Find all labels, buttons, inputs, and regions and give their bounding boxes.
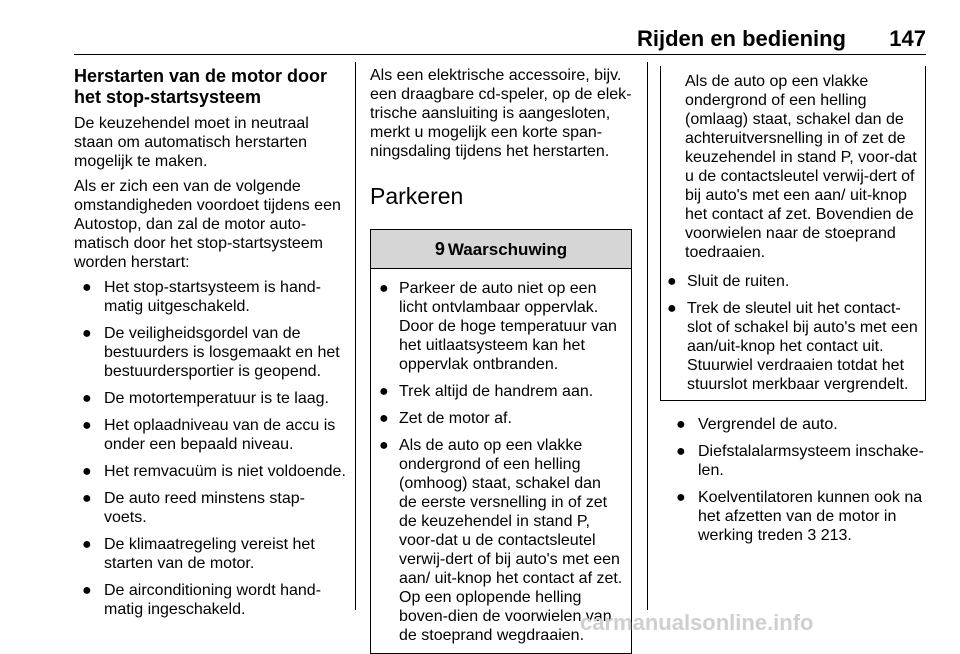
bullet-icon: ● [667, 273, 677, 290]
bullet-icon: ● [379, 280, 389, 297]
list-item: ● De airconditioning wordt hand-matig ingeschakeld. [82, 582, 322, 618]
warning-list [667, 272, 919, 394]
bullet-icon: ● [82, 582, 92, 599]
paragraph: De keuzehendel moet in neutraal staan om automatisch herstarten mogelijk te maken. [74, 115, 309, 170]
bullet-icon: ● [667, 300, 677, 317]
list-item: ● De motortemperatuur is te laag. [82, 390, 329, 407]
page-number: 147 [889, 26, 926, 51]
page-header [74, 18, 926, 55]
bullet-icon: ● [82, 279, 92, 296]
list-item: ● Parkeer de auto niet op een licht ontvlambaar oppervlak. Door de hoge temperatuur van het uitlaatsysteem kan het oppervlak ontbranden. [379, 280, 617, 373]
bullet-icon: ● [82, 463, 92, 480]
paragraph: Als de auto op een vlakke ondergrond of een helling (omlaag) staat, schakel dan de achteruitversnelling in of zet de keuzehendel in stand P, voor-dat u de contactsleutel verwij-dert of bij auto's met een aan/ uit-knop het contact af zet. Bovendien de voorwielen naar de stoeprand toedraaien. [685, 73, 917, 261]
bullet-icon: ● [379, 383, 389, 400]
bullet-icon: ● [676, 489, 686, 506]
list-item: ● Het remvacuüm is niet voldoende. [82, 463, 346, 480]
list-item: ● Het oplaadniveau van de accu is onder een bepaald niveau. [82, 417, 336, 453]
bullet-icon: ● [379, 410, 389, 427]
list-item: ● Als de auto op een vlakke ondergrond of een helling (omhoog) staat, schakel dan de eerste versnelling in of zet de keuzehendel in stand P, voor-dat u de contactsleutel verwij-dert of bij auto's met een aan/ uit-knop het contact af zet. Op een oplopende helling boven-dien de voorwielen van de stoeprand wegdraaien. [379, 437, 623, 644]
bullet-icon: ● [676, 416, 686, 433]
warning-title: Waarschuwing [447, 240, 568, 259]
bullet-icon: ● [676, 443, 686, 460]
list-item: ● De klimaatregeling vereist het starten van de motor. [82, 536, 315, 572]
list-item: ● Het stop-startsysteem is hand-matig uitgeschakeld. [82, 279, 321, 315]
condition-list [74, 278, 346, 619]
warning-box-continued [660, 66, 926, 401]
list-item: ● Trek de sleutel uit het contact-slot of schakel bij auto's met een aan/uit-knop het contact uit. Stuurwiel verdraaien totdat het stuurslot merkbaar vergrendelt. [667, 300, 918, 393]
list-item: ● Sluit de ruiten. [667, 273, 790, 290]
column-divider [355, 62, 356, 610]
paragraph: Als een elektrische accessoire, bijv. een draagbare cd-speler, op de elek-trische aansluiting is aangesloten, merkt u mogelijk een korte span-ningsdaling tijdens het herstarten. [370, 67, 632, 160]
parking-list [668, 415, 926, 545]
bullet-icon: ● [82, 536, 92, 553]
section-heading: Parkeren [370, 183, 464, 209]
warning-header [371, 230, 631, 269]
bullet-icon: ● [82, 490, 92, 507]
column-1 [74, 66, 346, 627]
bullet-icon: ● [82, 417, 92, 434]
bullet-icon: ● [379, 437, 389, 454]
subsection-heading: Herstarten van de motor door het stop-startsysteem [74, 66, 328, 107]
column-2 [370, 66, 632, 654]
list-item: ● De auto reed minstens stap-voets. [82, 490, 305, 526]
list-item: ● Vergrendel de auto. [676, 416, 838, 433]
warning-icon: 9 [434, 239, 445, 259]
list-item: ● Diefstalalarmsysteem inschake-len. [676, 443, 924, 479]
list-item: ● Zet de motor af. [379, 410, 512, 427]
list-item: ● Trek altijd de handrem aan. [379, 383, 594, 400]
list-item: ● Koelventilatoren kunnen ook na het afzetten van de motor in werking treden 3 213. [676, 489, 923, 544]
column-divider [647, 62, 648, 610]
paragraph: Als er zich een van de volgende omstandigheden voordoet tijdens een Autostop, dan zal de motor auto-matisch door het stop-startsysteem worden herstart: [74, 178, 341, 271]
warning-box [370, 229, 632, 654]
bullet-icon: ● [82, 325, 92, 342]
column-3 [668, 66, 926, 553]
watermark: carmanualsonline.info [580, 610, 814, 635]
bullet-icon: ● [82, 390, 92, 407]
list-item: ● De veiligheidsgordel van de bestuurders is losgemaakt en het bestuurdersportier is geopend. [82, 325, 340, 380]
section-title: Rijden en bediening [636, 26, 846, 51]
warning-list [379, 279, 623, 645]
